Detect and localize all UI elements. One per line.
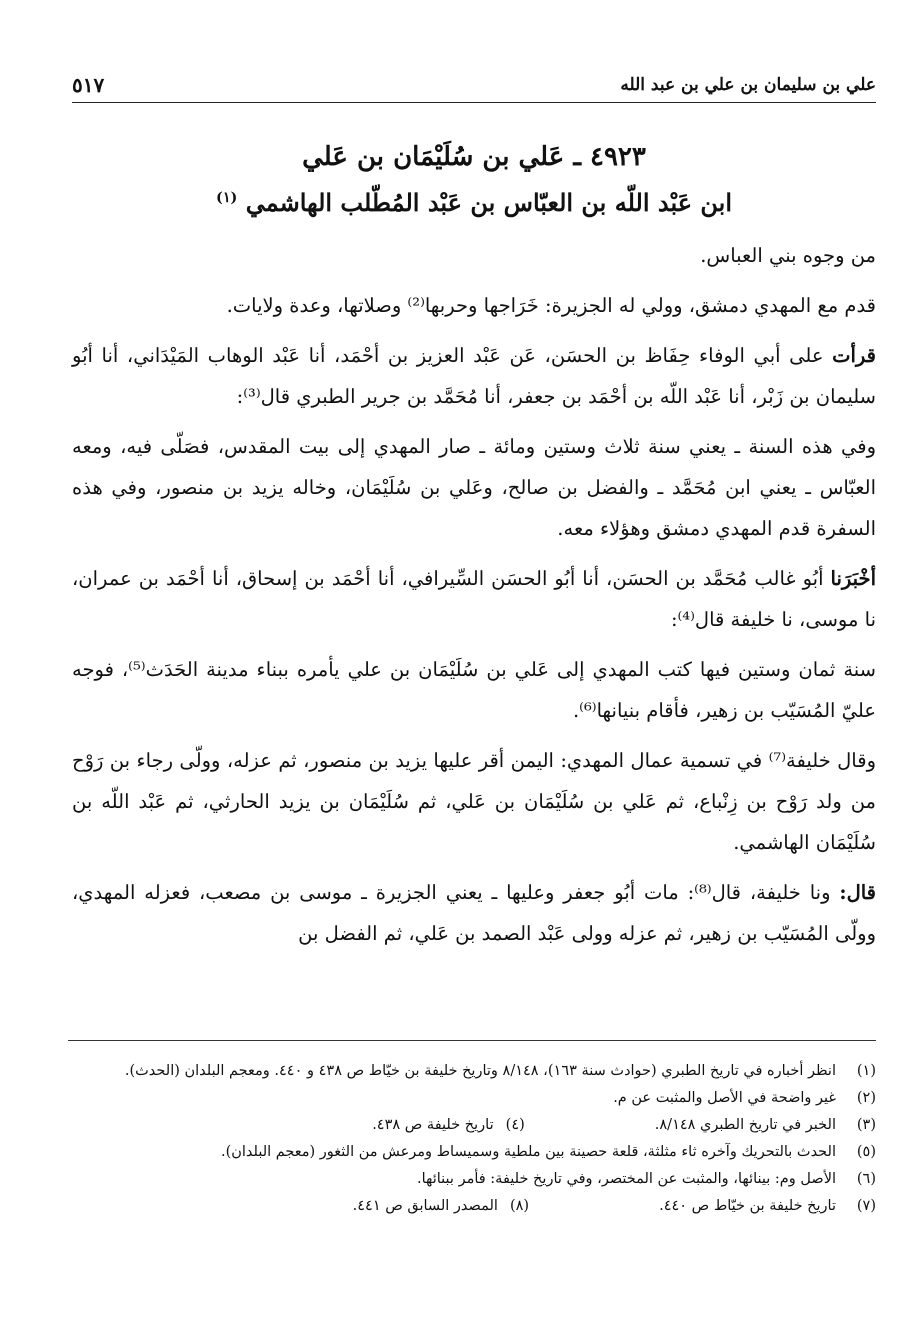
paragraph (72, 335, 876, 417)
paragraph (72, 872, 876, 954)
footnote-text: انظر أخباره في تاريخ الطبري (حوادث سنة ١٦٣)، ٨/١٤٨ وتاريخ خليفة بن خيّاط ص ٤٣٨ و ٤٤٠. ومعجم البلدان (الحدث). (124, 1063, 836, 1079)
footnote-text: تاريخ خليفة بن خيّاط ص ٤٤٠. (659, 1198, 836, 1214)
footnote (120, 1166, 876, 1193)
footnote-divider (68, 1040, 876, 1041)
footnote-pair (120, 1193, 876, 1220)
footnote-text: غير واضحة في الأصل والمثبت عن م. (613, 1090, 836, 1106)
footnote-text: المصدر السابق ص ٤٤١. (352, 1198, 498, 1214)
running-title: علي بن سليمان بن علي بن عبد الله (620, 75, 876, 95)
paragraph-lead: أخْبَرَنا (830, 567, 876, 590)
footnote-text: الحدث بالتحريك وآخره ثاء مثلثة، قلعة حصينة بين ملطية وسميساط ومرعش من الثغور (معجم البلدان). (220, 1144, 836, 1160)
paragraph (72, 558, 876, 640)
paragraph-lead: قرأت (832, 344, 876, 367)
footnote-text: الخبر في تاريخ الطبري ٨/١٤٨. (654, 1117, 836, 1133)
page-number: ٥١٧ (72, 73, 105, 97)
paragraph-text: على أبي الوفاء حِفَاظ بن الحسَن، عَن عَبْد العزيز بن أحْمَد، أنا عَبْد الوهاب المَيْدَاني، أنا أبُو سليمان بن زَبْر، أنا عَبْد اللّه بن أحْمَد بن جعفر، أنا مُحَمَّد بن جرير الطبري قال⁽³⁾: (72, 344, 876, 408)
page-header (72, 68, 876, 103)
footnote-text: الأصل وم: بينائها، والمثبت عن المختصر، وفي تاريخ خليفة: فأمر ببنائها. (417, 1171, 836, 1187)
footnote-number: (٦) (856, 1171, 876, 1187)
paragraph: سنة ثمان وستين فيها كتب المهدي إلى عَلي بن سُلَيْمَان بن علي يأمره ببناء مدينة الحَدَث⁽⁵⁾، فوجه عليّ المُسَيّب بن زهير، فأقام بنيانها⁽⁶⁾. (72, 658, 876, 722)
footnote-number: (٧) (856, 1198, 876, 1214)
paragraph: وقال خليفة⁽⁷⁾ في تسمية عمال المهدي: اليمن أقر عليها يزيد بن منصور، ثم عزله، وولّى رجاء بن رَوْح من ولد رَوْح بن زِنْباع، ثم عَلي بن سُلَيْمَان بن عَلي، ثم سُلَيْمَان بن يزيد الحارثي، ثم عَبْد اللّه بن سُلَيْمَان الهاشمي. (72, 749, 876, 854)
footnote-number: (٣) (856, 1117, 876, 1133)
paragraph: وفي هذه السنة ـ يعني سنة ثلاث وستين ومائة ـ صار المهدي إلى بيت المقدس، فصَلّى فيه، ومعه العبّاس ـ يعني ابن مُحَمَّد ـ والفضل بن صالح، وعَلي بن سُلَيْمَان، وخاله يزيد بن منصور، وفي هذه السفرة قدم المهدي دمشق وهؤلاء معه. (72, 435, 876, 540)
main-text (72, 235, 876, 963)
footnote-number: (٨) (509, 1198, 530, 1214)
paragraph-lead: قال: (839, 881, 877, 904)
footnote-pair (120, 1112, 876, 1139)
footnote-number: (١) (856, 1063, 876, 1079)
paragraph: من وجوه بني العباس. (700, 244, 876, 267)
footnote-text: تاريخ خليفة ص ٤٣٨. (372, 1117, 494, 1133)
footnote-number: (٤) (505, 1117, 525, 1133)
footnote-number: (٥) (856, 1144, 876, 1160)
footnotes (120, 1058, 876, 1220)
paragraph-text: ونا خليفة، قال⁽⁸⁾: مات أبُو جعفر وعليها ـ يعني الجزيرة ـ موسى بن مصعب، فعزله المهدي، وولّى المُسَيّب بن زهير، ثم عزله وولى عَبْد الصمد بن عَلي، ثم الفضل بن (72, 881, 876, 945)
footnote (120, 1139, 876, 1166)
footnote (120, 1085, 876, 1112)
footnote-number: (٢) (856, 1090, 876, 1106)
paragraph: قدم مع المهدي دمشق، وولي له الجزيرة: خَرَاجها وحربها⁽²⁾ وصلاتها، وعدة ولايات. (226, 294, 876, 317)
entry-heading-line-2 (72, 188, 876, 217)
footnote (120, 1058, 876, 1085)
entry-heading-text: ابن عَبْد اللّه بن العبّاس بن عَبْد المُطّلب الهاشمي (245, 188, 732, 217)
entry-heading-line-1: ٤٩٢٣ ـ عَلي بن سُلَيْمَان بن عَلي (302, 142, 646, 172)
paragraph-text: أبُو غالب مُحَمَّد بن الحسَن، أنا أبُو الحسَن السِّيرافي، أنا أحْمَد بن إسحاق، أنا أحْمَد بن عمران، نا موسى، نا خليفة قال⁽⁴⁾: (72, 567, 876, 631)
footnote-ref: (١) (216, 189, 238, 206)
